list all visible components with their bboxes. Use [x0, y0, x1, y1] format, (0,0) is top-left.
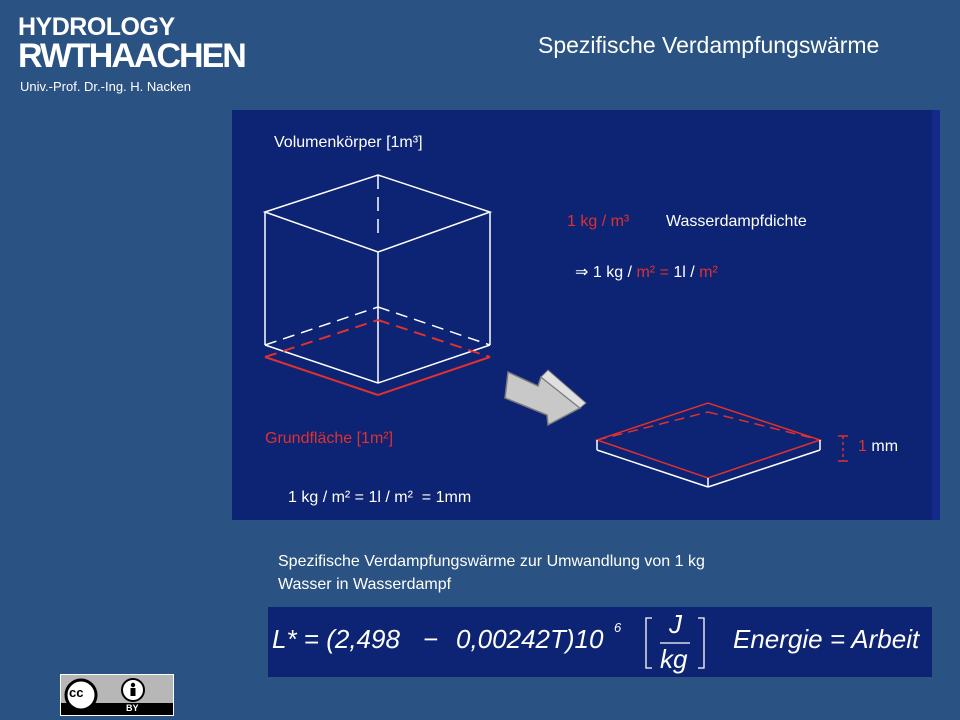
volume-label: Volumenkörper [1m³] — [274, 134, 423, 151]
density-value: 1 kg / m³ — [567, 213, 630, 230]
formula-lhs: L* = (2,498 — [272, 624, 400, 654]
arrow-right-icon — [505, 370, 586, 425]
eq-1kg: 1 kg / — [592, 264, 632, 281]
eq-equals: = — [659, 264, 669, 281]
water-layer-icon — [597, 403, 820, 487]
implies-arrow-icon: ⇒ — [575, 264, 589, 281]
base-area-label: Grundfläche [1m²] — [265, 430, 394, 447]
density-equation — [575, 262, 718, 282]
description-line2: Wasser in Wasserdampf — [278, 576, 452, 593]
formula-exponent: 6 — [614, 620, 622, 635]
thickness-value: 1 — [858, 438, 867, 455]
logo-rwth-aachen: RWTHAACHEN — [18, 37, 245, 75]
cube-icon — [265, 175, 490, 383]
density-label: Wasserdampfdichte — [666, 213, 807, 230]
professor-name: Univ.-Prof. Dr.-Ing. H. Nacken — [20, 79, 191, 94]
thickness-unit: mm — [871, 438, 899, 455]
by-text: BY — [126, 703, 139, 713]
formula-unit-numerator: J — [669, 609, 682, 639]
page-title: Spezifische Verdampfungswärme — [538, 32, 880, 58]
eq-m2-first: m² — [636, 264, 656, 281]
cc-license-badge[interactable] — [60, 674, 174, 716]
description-line1: Spezifische Verdampfungswärme zur Umwandlung von 1 kg — [278, 553, 705, 570]
formula-unit-denominator: kg — [660, 644, 688, 674]
logo-hydrology: HYDROLOGY — [18, 13, 175, 41]
thickness-marker-icon — [838, 436, 848, 461]
formula-rhs: Energie = Arbeit — [733, 624, 920, 654]
formula-minus: − — [423, 624, 439, 654]
formula-term: 0,00242T)10 — [456, 624, 604, 654]
bottom-equation: 1 kg / m² = 1l / m² = 1mm — [288, 489, 472, 506]
thickness-label — [858, 438, 898, 456]
cc-text: cc — [69, 685, 84, 700]
eq-1l: 1l / — [673, 264, 695, 281]
eq-m2-second: m² — [699, 264, 718, 281]
